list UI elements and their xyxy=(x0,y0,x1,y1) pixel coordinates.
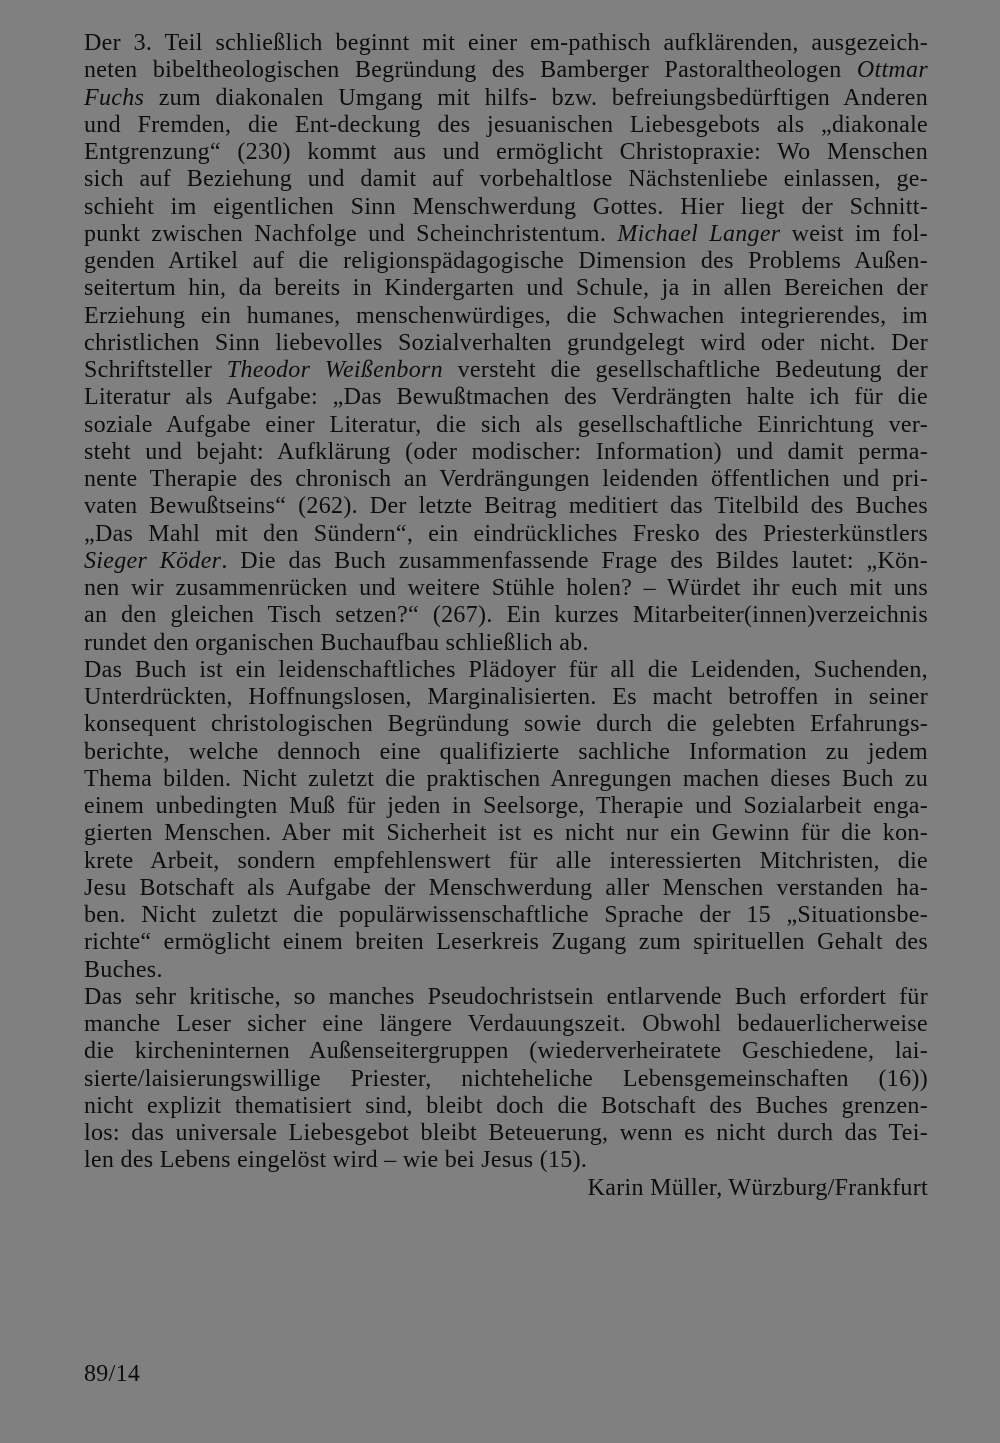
review-text xyxy=(84,30,928,1202)
text-line xyxy=(84,739,928,766)
text-segment: nicht explizit thematisiert sind, bleibt doch die Botschaft des Buches grenzen- xyxy=(84,1092,928,1119)
text-segment: genden Artikel auf die religionspädagogische Dimension des Problems Außen- xyxy=(84,248,928,274)
text-line xyxy=(84,57,928,84)
text-line xyxy=(84,684,928,711)
text-segment: ben. Nicht zuletzt die populärwissenschaftliche Sprache der 15 „Situationsbe- xyxy=(84,902,928,928)
text-segment: Buches. xyxy=(84,956,163,983)
text-segment: neten bibeltheologischen Begründung des Bamberger Pastoraltheologen xyxy=(84,57,857,84)
text-segment: . Die das Buch zusammenfassende Frage des Bildes lautet: „Kön- xyxy=(221,547,928,574)
text-line xyxy=(84,630,928,657)
text-line xyxy=(84,602,928,629)
text-line xyxy=(84,984,928,1011)
text-segment: einem unbedingten Muß für jeden in Seelsorge, Therapie und Sozialarbeit enga- xyxy=(84,793,928,819)
text-line xyxy=(84,929,928,956)
text-line xyxy=(84,303,928,330)
text-line xyxy=(84,221,928,248)
paragraph xyxy=(84,30,928,657)
text-segment: Das sehr kritische, so manches Pseudochristsein entlarvende Buch erfordert für xyxy=(84,983,928,1010)
text-segment: Entgrenzung“ (230) kommt aus und ermöglicht Christopraxie: Wo Menschen xyxy=(84,139,928,165)
text-line xyxy=(84,357,928,384)
text-line xyxy=(84,848,928,875)
text-line xyxy=(84,85,928,112)
text-segment: Thema bilden. Nicht zuletzt die praktischen Anregungen machen dieses Buch zu xyxy=(84,765,928,792)
paragraph xyxy=(84,984,928,1175)
text-segment: gierten Menschen. Aber mit Sicherheit ist es nicht nur ein Gewinn für die kon- xyxy=(84,820,928,847)
text-segment: Erziehung ein humanes, menschenwürdiges, die Schwachen integrierendes, im xyxy=(84,302,928,329)
text-line xyxy=(84,820,928,847)
text-line xyxy=(84,957,928,984)
text-segment: „Das Mahl mit den Sündern“, ein eindrückliches Fresko des Priesterkünstlers xyxy=(84,520,928,547)
text-segment: nen wir zusammenrücken und weitere Stühle holen? – Würdet ihr euch mit uns xyxy=(84,575,928,601)
text-line xyxy=(84,493,928,520)
text-segment: zum diakonalen Umgang mit hilfs- bzw. befreiungsbedürftigen Anderen xyxy=(144,84,928,111)
text-line xyxy=(84,466,928,493)
text-segment: Unterdrückten, Hoffnungslosen, Marginalisierten. Es macht betroffen in seiner xyxy=(84,684,928,710)
text-segment: Literatur als Aufgabe: „Das Bewußtmachen des Verdrängten halte ich für die xyxy=(84,384,928,411)
text-segment: punkt zwischen Nachfolge und Scheinchristentum. xyxy=(84,220,618,247)
text-segment: Der 3. Teil schließlich beginnt mit einer em-pathisch aufklärenden, ausgezeich- xyxy=(84,30,928,56)
text-segment: rundet den organischen Buchaufbau schließlich ab. xyxy=(84,629,589,656)
text-line xyxy=(84,275,928,302)
text-line xyxy=(84,548,928,575)
text-segment: sierte/laisierungswillige Priester, nichteheliche Lebensgemeinschaften (16)) xyxy=(84,1065,928,1092)
text-line xyxy=(84,194,928,221)
text-segment: krete Arbeit, sondern empfehlenswert für alle interessierten Mitchristen, die xyxy=(84,847,928,874)
text-segment: seitertum hin, da bereits in Kindergarten und Schule, ja in allen Bereichen der xyxy=(84,275,928,302)
text-line xyxy=(84,139,928,166)
text-segment: versteht die gesellschaftliche Bedeutung der xyxy=(442,357,929,383)
text-line xyxy=(84,575,928,602)
text-segment: richte“ ermöglicht einem breiten Leserkreis Zugang zum spirituellen Gehalt des xyxy=(84,929,928,956)
text-line xyxy=(84,1011,928,1038)
text-segment: manche Leser sicher eine längere Verdauungszeit. Obwohl bedauerlicherweise xyxy=(84,1011,928,1037)
text-line xyxy=(84,1038,928,1065)
text-segment: weist im fol- xyxy=(780,220,928,247)
text-line xyxy=(84,412,928,439)
text-segment: berichte, welche dennoch eine qualifizierte sachliche Information zu jedem xyxy=(84,738,928,765)
text-line xyxy=(84,1093,928,1120)
text-line xyxy=(84,166,928,193)
text-segment: Jesu Botschaft als Aufgabe der Menschwerdung aller Menschen verstanden ha- xyxy=(84,874,928,901)
text-line xyxy=(84,439,928,466)
text-line xyxy=(84,875,928,902)
text-line xyxy=(84,1120,928,1147)
text-segment: konsequent christologischen Begründung sowie durch die gelebten Erfahrungs- xyxy=(84,711,928,738)
text-segment: los: das universale Liebesgebot bleibt Beteuerung, wenn es nicht durch das Tei- xyxy=(84,1120,928,1146)
text-segment: und Fremden, die Ent-deckung des jesuanischen Liebesgebots als „diakonale xyxy=(84,111,928,138)
paragraph xyxy=(84,657,928,984)
text-segment: nente Therapie des chronisch an Verdrängungen leidenden öffentlichen und pri- xyxy=(84,466,928,492)
text-line xyxy=(84,248,928,275)
paragraphs xyxy=(84,30,928,1175)
text-line xyxy=(84,112,928,139)
text-segment: an den gleichen Tisch setzen?“ (267). Ein kurzes Mitarbeiter(innen)verzeichnis xyxy=(84,602,928,629)
text-line xyxy=(84,793,928,820)
italic-name: Theodor Weißenborn xyxy=(226,357,443,383)
text-line xyxy=(84,30,928,57)
text-line xyxy=(84,384,928,411)
italic-name: Ottmar xyxy=(856,57,928,84)
text-segment: Schriftsteller xyxy=(84,357,227,383)
text-line xyxy=(84,330,928,357)
text-segment: vaten Bewußtseins“ (262). Der letzte Beitrag meditiert das Titelbild des Buches xyxy=(84,493,928,520)
text-line xyxy=(84,902,928,929)
text-line xyxy=(84,766,928,793)
text-segment: soziale Aufgabe einer Literatur, die sich als gesellschaftliche Einrichtung ver- xyxy=(84,411,928,438)
text-segment: steht und bejaht: Aufklärung (oder modischer: Information) und damit perma- xyxy=(84,438,928,465)
text-segment: schieht im eigentlichen Sinn Menschwerdung Gottes. Hier liegt der Schnitt- xyxy=(84,193,928,220)
text-line xyxy=(84,711,928,738)
italic-name: Sieger Köder xyxy=(84,547,222,574)
page-number: 89/14 xyxy=(84,1361,141,1387)
author-signature: Karin Müller, Würzburg/Frankfurt xyxy=(587,1174,928,1201)
italic-name: Fuchs xyxy=(84,84,145,111)
text-line xyxy=(84,657,928,684)
text-line xyxy=(84,521,928,548)
italic-name: Michael Langer xyxy=(617,220,781,247)
text-segment: christlichen Sinn liebevolles Sozialverhalten grundgelegt wird oder nicht. Der xyxy=(84,329,928,356)
text-line xyxy=(84,1066,928,1093)
text-segment: Das Buch ist ein leidenschaftliches Plädoyer für all die Leidenden, Suchenden, xyxy=(84,656,928,683)
text-segment: len des Lebens eingelöst wird – wie bei Jesus (15). xyxy=(84,1147,588,1174)
text-segment: die kircheninternen Außenseitergruppen (wiederverheiratete Geschiedene, lai- xyxy=(84,1038,928,1065)
text-segment: sich auf Beziehung und damit auf vorbehaltlose Nächstenliebe einlassen, ge- xyxy=(84,166,928,193)
text-line xyxy=(84,1147,928,1174)
